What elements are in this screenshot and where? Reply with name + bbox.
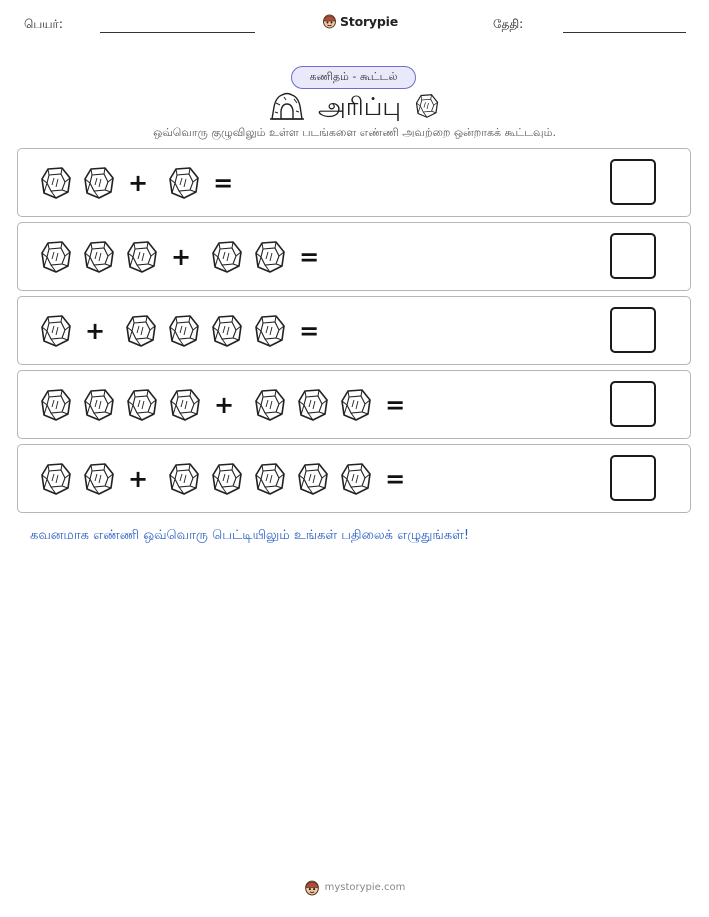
problem-row <box>17 222 691 291</box>
gem-stone-icon <box>211 462 243 496</box>
gem-stone-icon <box>125 314 157 348</box>
date-line[interactable] <box>563 32 686 33</box>
answer-box[interactable] <box>610 159 656 205</box>
equals-sign: = <box>385 390 406 419</box>
gem-stone-icon <box>254 388 286 422</box>
problem-row <box>17 148 691 217</box>
gem-stone-icon <box>168 462 200 496</box>
gem-stone-icon <box>83 240 115 274</box>
problem-row <box>17 296 691 365</box>
answer-box[interactable] <box>610 381 656 427</box>
gem-stone-icon <box>126 240 158 274</box>
worksheet-title: அரிப்பு <box>318 91 401 121</box>
gem-stone-icon <box>40 388 72 422</box>
instruction-text: ஒவ்வொரு குழுவிலும் உள்ள படங்களை எண்ணி அவற்றை ஒன்றாகக் கூட்டவும். <box>153 126 556 139</box>
gem-stone-icon <box>254 240 286 274</box>
gem-stone-icon <box>211 314 243 348</box>
gem-stone-icon <box>126 388 158 422</box>
gem-stone-icon <box>297 462 329 496</box>
plus-sign: + <box>128 168 149 197</box>
equals-sign: = <box>213 168 234 197</box>
gem-stone-icon <box>211 240 243 274</box>
rock-arch-icon <box>270 91 304 121</box>
gem-stone-icon <box>297 388 329 422</box>
title-row <box>0 88 709 124</box>
gem-stone-icon <box>168 314 200 348</box>
equals-sign: = <box>299 242 320 271</box>
gem-stone-icon <box>40 166 72 200</box>
date-label: தேதி: <box>493 17 524 31</box>
storypie-mascot-icon <box>304 879 320 896</box>
plus-sign: + <box>85 316 106 345</box>
equals-sign: = <box>299 316 320 345</box>
gem-stone-icon <box>83 462 115 496</box>
problem-expression <box>40 445 405 512</box>
gem-stone-icon <box>40 240 72 274</box>
gem-stone-icon <box>340 388 372 422</box>
name-line[interactable] <box>100 32 255 33</box>
answer-box[interactable] <box>610 307 656 353</box>
gem-stone-icon <box>40 314 72 348</box>
subject-badge: கணிதம் - கூட்டல் <box>291 66 416 89</box>
plus-sign: + <box>171 242 192 271</box>
gem-stone-icon <box>340 462 372 496</box>
problem-expression <box>40 371 405 438</box>
plus-sign: + <box>214 390 235 419</box>
brand-name: Storypie <box>340 13 398 29</box>
gem-stone-icon <box>254 462 286 496</box>
plus-sign: + <box>128 464 149 493</box>
problem-row <box>17 370 691 439</box>
problem-expression <box>40 149 233 216</box>
gem-stone-icon <box>83 166 115 200</box>
gem-stone-icon <box>168 166 200 200</box>
website-url: mystorypie.com <box>324 882 406 893</box>
answer-box[interactable] <box>610 233 656 279</box>
website-footer <box>0 879 709 896</box>
gem-stone-icon <box>169 388 201 422</box>
equals-sign: = <box>385 464 406 493</box>
storypie-mascot-icon <box>322 13 337 29</box>
gem-stone-icon <box>83 388 115 422</box>
gem-stone-icon <box>40 462 72 496</box>
gem-stone-icon <box>254 314 286 348</box>
name-label: பெயர்: <box>24 17 63 31</box>
brand-logo <box>322 13 398 29</box>
problem-row <box>17 444 691 513</box>
problem-expression <box>40 223 319 290</box>
answer-box[interactable] <box>610 455 656 501</box>
problem-expression <box>40 297 319 364</box>
footer-note: கவனமாக எண்ணி ஒவ்வொரு பெட்டியிலும் உங்கள் பதிலைக் எழுதுங்கள்! <box>30 528 470 543</box>
gem-stone-icon <box>415 93 439 119</box>
